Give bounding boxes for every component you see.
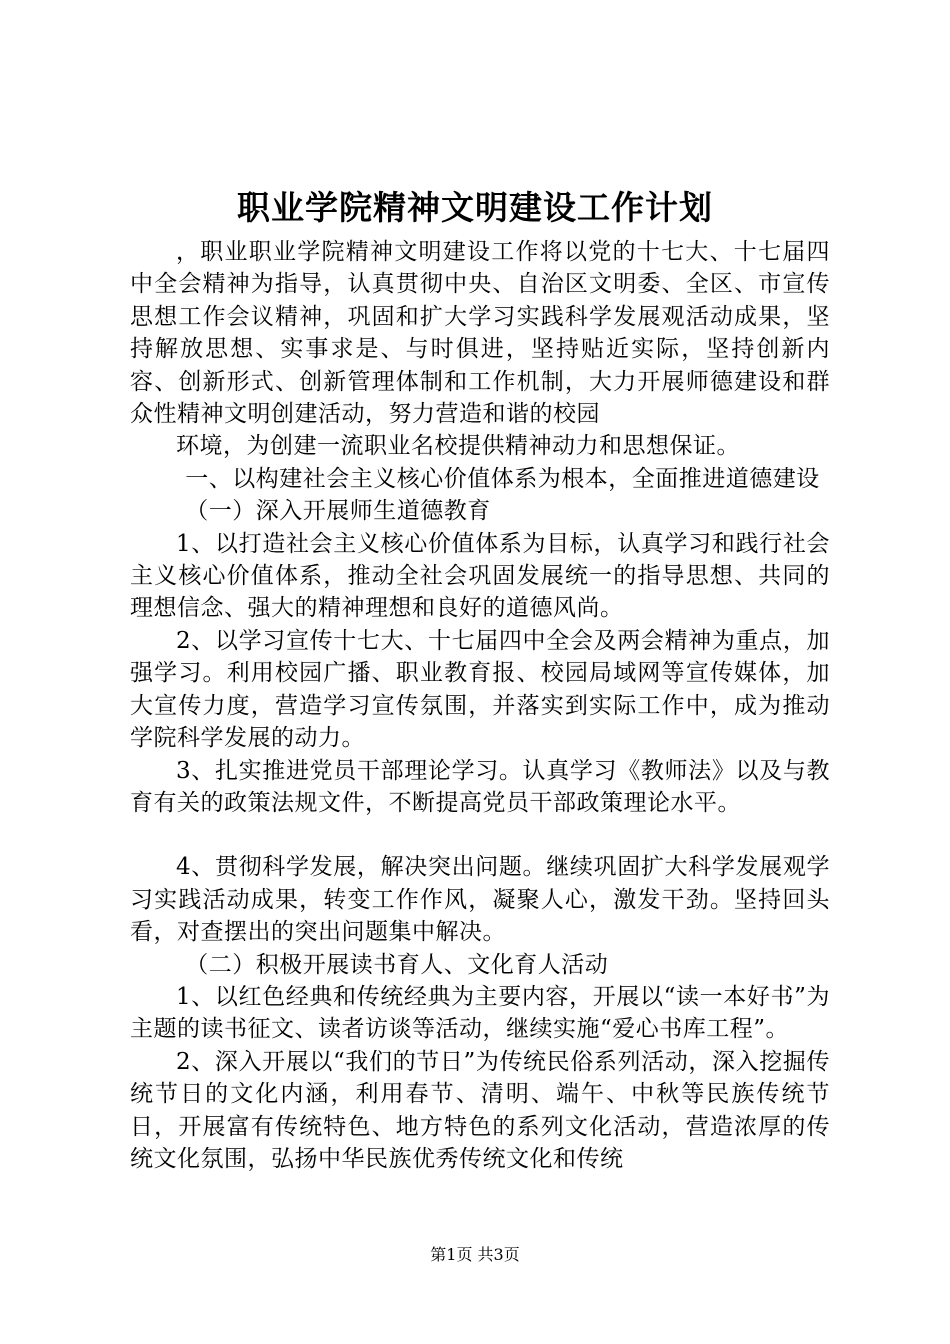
document-body (130, 236, 830, 1175)
paragraph-intro: ，职业职业学院精神文明建设工作将以党的十七大、十七届四中全会精神为指导，认真贯彻中央、自治区文明委、全区、市宣传思想工作会议精神，巩固和扩大学习实践科学发展观活动成果，坚持解放思想、实事求是、与时俱进，坚持贴近实际，坚持创新内容、创新形式、创新管理体制和工作机制，大力开展师德建设和群众性精神文明创建活动，努力营造和谐的校园 (130, 239, 830, 428)
subsection-heading-2: （二）积极开展读书育人、文化育人活动 (185, 951, 609, 978)
paragraph-intro-continued: 环境，为创建一流职业名校提供精神动力和思想保证。 (176, 433, 740, 460)
list-item-1-2: 2、以学习宣传十七大、十七届四中全会及两会精神为重点，加强学习。利用校园广播、职业教育报、校园局域网等宣传媒体，加大宣传力度，营造学习宣传氛围，并落实到实际工作中，成为推动学院科学发展的动力。 (130, 627, 830, 752)
document-title: 职业学院精神文明建设工作计划 (237, 188, 713, 227)
paragraph-spacer (130, 819, 830, 851)
list-item-2-2: 2、深入开展以“我们的节日”为传统民俗系列活动，深入挖掘传统节日的文化内涵，利用春节、清明、端午、中秋等民族传统节日，开展富有传统特色、地方特色的系列文化活动，营造浓厚的传统文化氛围，弘扬中华民族优秀传统文化和传统 (130, 1048, 830, 1172)
list-item-1-1: 1、以打造社会主义核心价值体系为目标，认真学习和践行社会主义核心价值体系，推动全社会巩固发展统一的指导思想、共同的理想信念、强大的精神理想和良好的道德风尚。 (130, 530, 830, 622)
section-heading-1: 一、以构建社会主义核心价值体系为根本，全面推进道德建设 (185, 465, 820, 492)
list-item-2-1: 1、以红色经典和传统经典为主要内容，开展以“读一本好书”为主题的读书征文、读者访谈等活动，继续实施“爱心书库工程”。 (130, 983, 830, 1043)
page-footer: 第1页 共3页 (430, 1245, 520, 1264)
list-item-1-3: 3、扎实推进党员干部理论学习。认真学习《教师法》以及与教育有关的政策法规文件，不断提高党员干部政策理论水平。 (130, 757, 830, 816)
list-item-1-4: 4、贯彻科学发展，解决突出问题。继续巩固扩大科学发展观学习实践活动成果，转变工作作风，凝聚人心，激发干劲。坚持回头看，对查摆出的突出问题集中解决。 (130, 854, 830, 946)
subsection-heading-1: （一）深入开展师生道德教育 (185, 498, 491, 525)
